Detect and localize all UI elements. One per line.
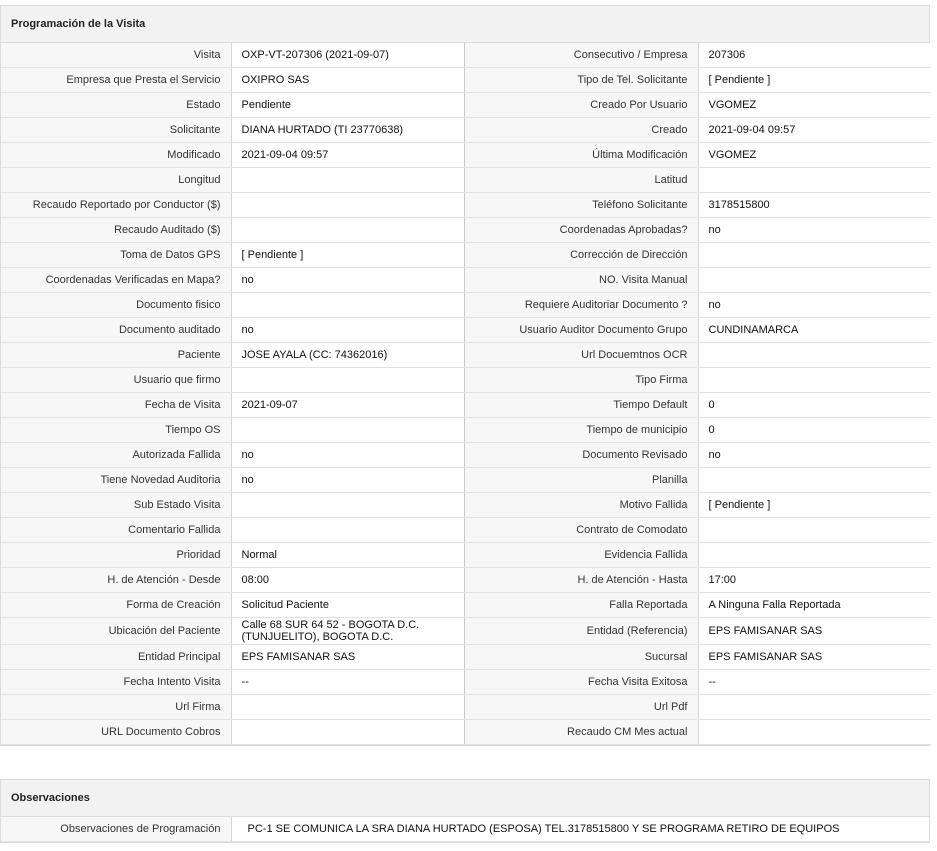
field-value: [698, 343, 931, 368]
field-value: [698, 468, 931, 493]
field-label: Toma de Datos GPS: [1, 243, 231, 268]
field-value: [698, 368, 931, 393]
field-label: Documento auditado: [1, 318, 231, 343]
field-value: [231, 293, 464, 318]
field-label: Usuario Auditor Documento Grupo: [464, 318, 698, 343]
field-label: Teléfono Solicitante: [464, 193, 698, 218]
field-label: Fecha Visita Exitosa: [464, 670, 698, 695]
field-value: [231, 720, 464, 745]
table-row: [1, 243, 931, 268]
field-value: [698, 168, 931, 193]
table-row: [1, 268, 931, 293]
field-value: Normal: [231, 543, 464, 568]
field-value: VGOMEZ: [698, 93, 931, 118]
field-value: [231, 518, 464, 543]
visit-details-table: [1, 43, 931, 745]
field-label: Requiere Auditoriar Documento ?: [464, 293, 698, 318]
field-label: Observaciones de Programación: [1, 817, 231, 842]
field-label: Fecha Intento Visita: [1, 670, 231, 695]
field-value: [ Pendiente ]: [231, 243, 464, 268]
field-label: Documento Revisado: [464, 443, 698, 468]
field-value: [698, 543, 931, 568]
field-value: no: [231, 443, 464, 468]
table-row: [1, 118, 931, 143]
field-label: Tiempo de municipio: [464, 418, 698, 443]
field-label: Url Pdf: [464, 695, 698, 720]
field-label: Consecutivo / Empresa: [464, 43, 698, 68]
table-row: [1, 618, 931, 645]
field-label: Url Firma: [1, 695, 231, 720]
visit-programming-panel: [0, 5, 930, 746]
table-row: [1, 645, 931, 670]
field-label: Coordenadas Verificadas en Mapa?: [1, 268, 231, 293]
field-label: Creado Por Usuario: [464, 93, 698, 118]
field-value: [698, 720, 931, 745]
table-row: [1, 68, 931, 93]
observations-table: [1, 817, 929, 842]
table-row: [1, 393, 931, 418]
field-label: Solicitante: [1, 118, 231, 143]
table-row: [1, 568, 931, 593]
table-row: [1, 193, 931, 218]
field-value: 0: [698, 393, 931, 418]
field-value: 3178515800: [698, 193, 931, 218]
panel-title: Observaciones: [1, 780, 929, 817]
field-value: [231, 193, 464, 218]
field-value: [231, 368, 464, 393]
field-label: Última Modificación: [464, 143, 698, 168]
field-value: EPS FAMISANAR SAS: [698, 618, 931, 645]
field-value: [231, 493, 464, 518]
field-value: DIANA HURTADO (TI 23770638): [231, 118, 464, 143]
table-row: [1, 518, 931, 543]
field-value: 17:00: [698, 568, 931, 593]
field-label: Sucursal: [464, 645, 698, 670]
field-label: Entidad (Referencia): [464, 618, 698, 645]
field-label: Recaudo Reportado por Conductor ($): [1, 193, 231, 218]
field-label: Planilla: [464, 468, 698, 493]
field-value: no: [231, 318, 464, 343]
field-value: PC-1 SE COMUNICA LA SRA DIANA HURTADO (ESPOSA) TEL.3178515800 Y SE PROGRAMA RETIRO DE EQUIPOS: [231, 817, 929, 842]
field-label: Latitud: [464, 168, 698, 193]
field-value: [231, 218, 464, 243]
table-row: [1, 218, 931, 243]
table-row: [1, 670, 931, 695]
field-value: no: [698, 218, 931, 243]
field-label: Autorizada Fallida: [1, 443, 231, 468]
address-line-2: (TUNJUELITO), BOGOTA D.C.: [241, 631, 394, 643]
field-label: Motivo Fallida: [464, 493, 698, 518]
field-value: [231, 618, 464, 645]
field-label: Falla Reportada: [464, 593, 698, 618]
field-value: [ Pendiente ]: [698, 68, 931, 93]
field-value: --: [698, 670, 931, 695]
field-label: Fecha de Visita: [1, 393, 231, 418]
field-label: H. de Atención - Desde: [1, 568, 231, 593]
field-value: no: [698, 293, 931, 318]
table-row: [1, 468, 931, 493]
field-label: Forma de Creación: [1, 593, 231, 618]
field-label: Prioridad: [1, 543, 231, 568]
field-value: EPS FAMISANAR SAS: [231, 645, 464, 670]
field-value: [698, 243, 931, 268]
field-value: [ Pendiente ]: [698, 493, 931, 518]
field-value: CUNDINAMARCA: [698, 318, 931, 343]
table-row: [1, 143, 931, 168]
field-value: --: [231, 670, 464, 695]
field-value: 2021-09-07: [231, 393, 464, 418]
field-value: no: [698, 443, 931, 468]
field-label: Empresa que Presta el Servicio: [1, 68, 231, 93]
field-label: Recaudo Auditado ($): [1, 218, 231, 243]
field-label: Ubicación del Paciente: [1, 618, 231, 645]
field-value: 207306: [698, 43, 931, 68]
field-label: Paciente: [1, 343, 231, 368]
field-label: Recaudo CM Mes actual: [464, 720, 698, 745]
field-label: URL Documento Cobros: [1, 720, 231, 745]
field-value: [231, 168, 464, 193]
field-value: 2021-09-04 09:57: [698, 118, 931, 143]
field-value: [231, 695, 464, 720]
address-line-1: Calle 68 SUR 64 52 - BOGOTA D.C.: [241, 619, 420, 631]
field-label: Comentario Fallida: [1, 518, 231, 543]
field-value: JOSE AYALA (CC: 74362016): [231, 343, 464, 368]
field-value: [698, 518, 931, 543]
table-row: [1, 695, 931, 720]
field-label: Tiempo OS: [1, 418, 231, 443]
table-row: [1, 368, 931, 393]
field-label: Tipo Firma: [464, 368, 698, 393]
field-label: Modificado: [1, 143, 231, 168]
field-value: [698, 268, 931, 293]
field-label: Visita: [1, 43, 231, 68]
field-label: Tiempo Default: [464, 393, 698, 418]
table-row: [1, 343, 931, 368]
field-label: H. de Atención - Hasta: [464, 568, 698, 593]
field-label: Creado: [464, 118, 698, 143]
field-label: NO. Visita Manual: [464, 268, 698, 293]
field-label: Documento fisico: [1, 293, 231, 318]
table-row: [1, 593, 931, 618]
field-value: [231, 418, 464, 443]
field-value: EPS FAMISANAR SAS: [698, 645, 931, 670]
field-value: 08:00: [231, 568, 464, 593]
field-value: no: [231, 268, 464, 293]
field-label: Estado: [1, 93, 231, 118]
field-value: OXIPRO SAS: [231, 68, 464, 93]
field-value: Pendiente: [231, 93, 464, 118]
field-label: Entidad Principal: [1, 645, 231, 670]
field-label: Sub Estado Visita: [1, 493, 231, 518]
table-row: [1, 168, 931, 193]
field-label: Contrato de Comodato: [464, 518, 698, 543]
field-value: Solicitud Paciente: [231, 593, 464, 618]
field-label: Tipo de Tel. Solicitante: [464, 68, 698, 93]
table-row: [1, 43, 931, 68]
table-row: [1, 493, 931, 518]
field-label: Evidencia Fallida: [464, 543, 698, 568]
field-value: A Ninguna Falla Reportada: [698, 593, 931, 618]
field-label: Coordenadas Aprobadas?: [464, 218, 698, 243]
field-label: Longitud: [1, 168, 231, 193]
table-row: [1, 543, 931, 568]
panel-title: Programación de la Visita: [1, 6, 929, 43]
table-row: [1, 418, 931, 443]
field-value: 0: [698, 418, 931, 443]
table-row: [1, 293, 931, 318]
field-label: Url Docuemtnos OCR: [464, 343, 698, 368]
table-row: [1, 720, 931, 745]
field-value: [698, 695, 931, 720]
field-value: no: [231, 468, 464, 493]
observations-panel: [0, 779, 930, 843]
field-value: 2021-09-04 09:57: [231, 143, 464, 168]
field-label: Usuario que firmo: [1, 368, 231, 393]
field-label: Tiene Novedad Auditoria: [1, 468, 231, 493]
field-value: VGOMEZ: [698, 143, 931, 168]
field-label: Corrección de Dirección: [464, 243, 698, 268]
table-row: [1, 817, 929, 842]
field-value: OXP-VT-207306 (2021-09-07): [231, 43, 464, 68]
table-row: [1, 443, 931, 468]
table-row: [1, 318, 931, 343]
table-row: [1, 93, 931, 118]
